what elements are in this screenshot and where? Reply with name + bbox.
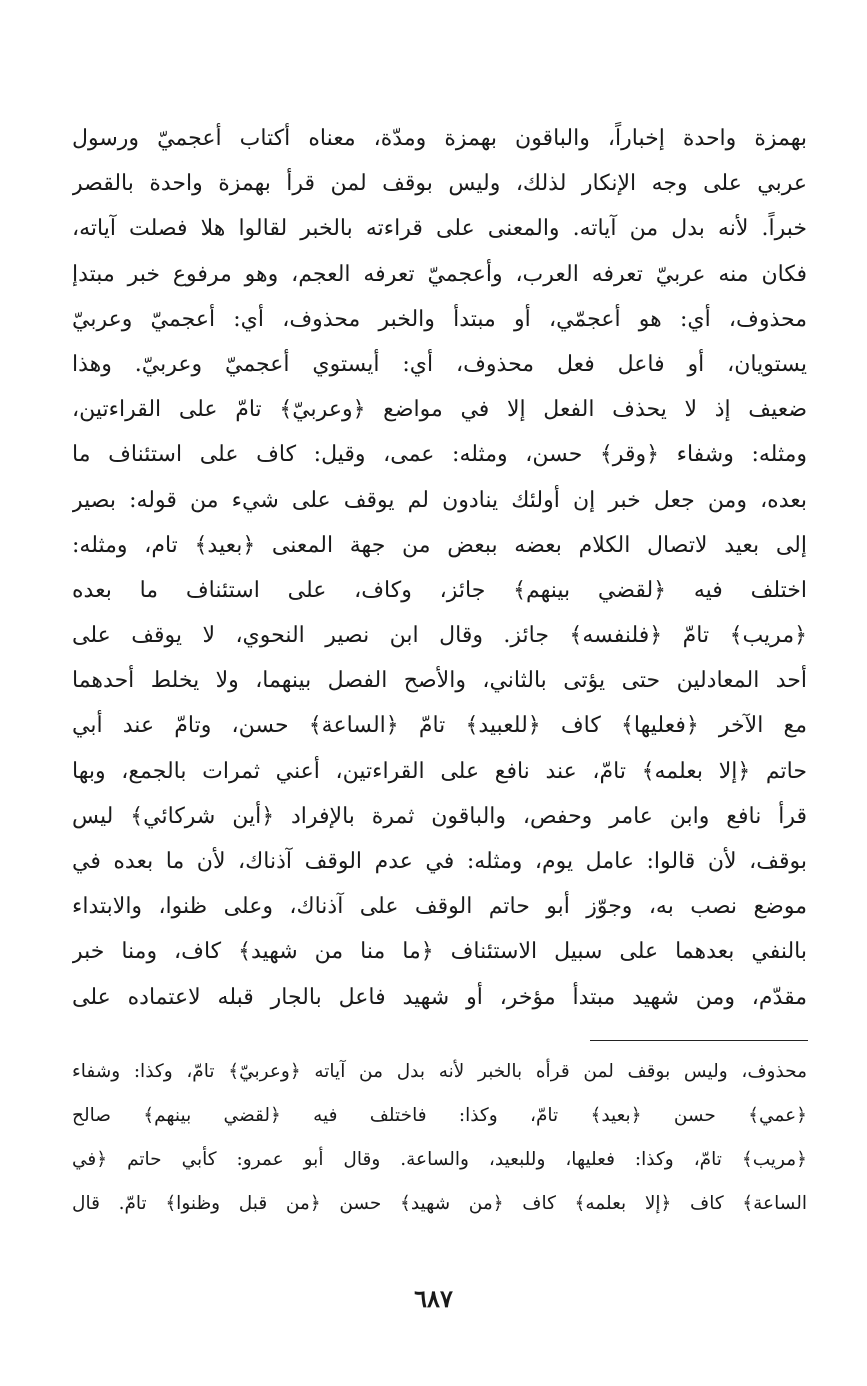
main-text-line: اختلف فيه ﴿لقضي بينهم﴾ جائز، وكاف، على استئناف ما بعده (72, 577, 807, 603)
main-text-line: بهمزة واحدة إخباراً، والباقون بهمزة ومدّة، معناه أكتاب أعجميّ ورسول (72, 126, 807, 151)
footnote-line: محذوف، وليس بوقف لمن قرأه بالخبر لأنه بدل من آياته ﴿وعربيّ﴾ تامّ، وكذا: وشفاء (72, 1061, 807, 1082)
main-text-line: عربي على وجه الإنكار لذلك، وليس بوقف لمن قرأ بهمزة واحدة بالقصر (72, 171, 807, 197)
main-text-line: بوقف، لأن قالوا: عامل يوم، ومثله: في عدم الوقف آذناك، لأن ما بعده في (72, 849, 807, 874)
main-text-line: محذوف، أي: هو أعجمّي، أو مبتدأ والخبر محذوف، أي: أعجميّ وعربيّ (72, 306, 807, 332)
main-text-line: ضعيف إذ لا يحذف الفعل إلا في مواضع ﴿وعربيّ﴾ تامّ على القراءتين، (72, 397, 807, 423)
main-text-line: ومثله: وشفاء ﴿وقر﴾ حسن، ومثله: عمى، وقيل: كاف على استئناف ما (72, 442, 807, 468)
main-text-line: بالنفي بعدهما على سبيل الاستئناف ﴿ما منا من شهيد﴾ كاف، ومنا خبر (72, 939, 807, 965)
main-text-line: ﴿مريب﴾ تامّ ﴿فلنفسه﴾ جائز. وقال ابن نصير النحوي، لا يوقف على (72, 623, 807, 649)
footnote-block (72, 1050, 807, 1226)
main-text-line: حاتم ﴿إلا بعلمه﴾ تامّ، عند نافع على القراءتين، أعني ثمرات بالجمع، وبها (72, 758, 807, 784)
main-text-line: موضع نصب به، وجوّز أبو حاتم الوقف على آذناك، وعلى ظنوا، والابتداء (72, 894, 807, 920)
main-text-line: قرأ نافع وابن عامر وحفص، والباقون ثمرة بالإفراد ﴿أين شركائي﴾ ليس (72, 803, 807, 829)
footnote-line: ﴿مريب﴾ تامّ، وكذا: فعليها، وللبعيد، والساعة. وقال أبو عمرو: كأبي حاتم ﴿في (72, 1149, 807, 1170)
footnote-line: ﴿عمي﴾ حسن ﴿بعيد﴾ تامّ، وكذا: فاختلف فيه ﴿لقضي بينهم﴾ صالح (72, 1105, 807, 1126)
main-text-line: إلى بعيد لاتصال الكلام بعضه ببعض من جهة المعنى ﴿بعيد﴾ تام، ومثله: (72, 532, 807, 558)
footnote-line: الساعة﴾ كاف ﴿إلا بعلمه﴾ كاف ﴿من شهيد﴾ حسن ﴿من قبل وظنوا﴾ تامّ. قال (72, 1193, 807, 1214)
main-text-block (72, 116, 807, 1020)
footnote-separator (590, 1040, 808, 1041)
main-text-line: يستويان، أو فاعل فعل محذوف، أي: أيستوي أعجميّ وعربيّ. وهذا (72, 351, 807, 377)
main-text-line: فكان منه عربيّ تعرفه العرب، وأعجميّ تعرفه العجم، وهو مرفوع خبر مبتدإ (72, 261, 807, 287)
page-number: ٦٨٧ (414, 1284, 453, 1313)
main-text-line: مع الآخر ﴿فعليها﴾ كاف ﴿للعبيد﴾ تامّ ﴿الساعة﴾ حسن، وتامّ عند أبي (72, 713, 807, 739)
main-text-line: مقدّم، ومن شهيد مبتدأ مؤخر، أو شهيد فاعل بالجار قبله لاعتماده على (72, 984, 807, 1010)
main-text-line: بعده، ومن جعل خبر إن أولئك ينادون لم يوقف على شيء من قوله: بصير (72, 487, 807, 513)
main-text-line: خبراً. لأنه بدل من آياته. والمعنى على قراءته بالخبر لقالوا هلا فصلت آياته، (72, 216, 807, 242)
main-text-line: أحد المعادلين حتى يؤتى بالثاني، والأصح الفصل بينهما، ولا يخلط أحدهما (72, 668, 807, 694)
